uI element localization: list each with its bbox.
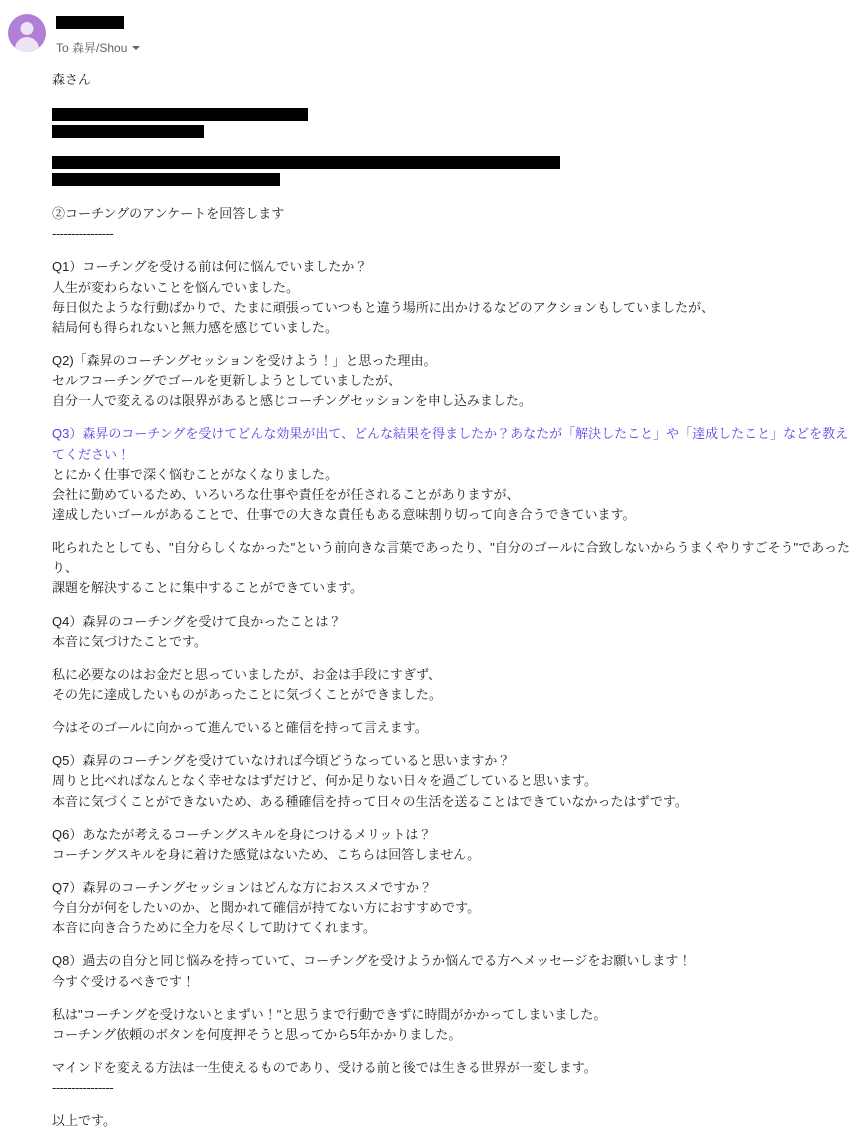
sender-name-redacted xyxy=(56,14,140,32)
text-line: Q5）森昇のコーチングを受けていなければ今頃どうなっていると思いますか？ xyxy=(52,753,511,769)
text-line: 課題を解決することに集中することができています。 xyxy=(52,580,363,596)
q2 xyxy=(52,351,859,411)
text-line: Q3）森昇のコーチングを受けてどんな効果が出て、どんな結果を得ましたか？あなたが「解決したこと」や「達成したこと」などを教えてください！ xyxy=(52,426,849,462)
q3-followup xyxy=(52,538,859,598)
text-line: コーチングスキルを身に着けた感覚はないため、こちらは回答しません。 xyxy=(52,846,481,862)
text-line: Q8）過去の自分と同じ悩みを持っていて、コーチングを受けようか悩んでる方へメッセージをお願いします！ xyxy=(52,953,692,969)
text-line: Q2)「森昇のコーチングセッションを受けよう！」と思った理由。 xyxy=(52,352,437,368)
text-line: 周りと比べればなんとなく幸せなはずだけど、何か足りない日々を過ごしていると思います。 xyxy=(52,773,597,789)
text-line: 叱られたとしても、"自分らしくなかった"という前向きな言葉であったり、"自分のゴールに合致しないからうまくやりすごそう"であったり、 xyxy=(52,540,850,576)
text-line: 私は"コーチングを受けないとまずい！"と思うまで行動できずに時間がかかってしまいました。 xyxy=(52,1006,607,1022)
text-line: とにかく仕事で深く悩むことがなくなりました。 xyxy=(52,466,339,482)
text-line: Q6）あなたが考えるコーチングスキルを身につけるメリットは？ xyxy=(52,826,432,842)
text-line: 以上です。 xyxy=(52,1113,116,1129)
q8 xyxy=(52,951,859,991)
q6 xyxy=(52,825,859,865)
avatar-head-shape xyxy=(21,22,34,35)
redacted-bar xyxy=(52,156,560,169)
chevron-down-icon[interactable] xyxy=(132,46,140,50)
q4-followup xyxy=(52,665,859,705)
text-line: Q1）コーチングを受ける前は何に悩んでいましたか？ xyxy=(52,259,368,275)
text-line: Q7）森昇のコーチングセッションはどんな方におススメですか？ xyxy=(52,879,433,895)
text-line: 毎日似たような行動ばかりで、たまに頑張っていつもと違う場所に出かけるなどのアクションもしていましたが、 xyxy=(52,299,715,315)
redacted-bar xyxy=(52,108,308,121)
closing-note xyxy=(52,1058,859,1098)
text-line: コーチング依頼のボタンを何度押そうと思ってから5年かかりました。 xyxy=(52,1026,462,1042)
message-header xyxy=(0,8,859,56)
text-line: 達成したいゴールがあることで、仕事での大きな責任もある意味割り切って向き合うできています。 xyxy=(52,506,636,522)
text-line: 本音に気づけたことです。 xyxy=(52,633,207,649)
text-line: マインドを変える方法は一生使えるものであり、受ける前と後では生きる世界が一変します。 xyxy=(52,1059,597,1075)
q5 xyxy=(52,751,859,811)
survey-intro xyxy=(52,204,859,244)
q7 xyxy=(52,878,859,938)
q4-conclusion xyxy=(52,718,859,738)
sign-off xyxy=(52,1111,859,1131)
divider-line: ---------------- xyxy=(52,1080,114,1096)
text-line: 今自分が何をしたいのか、と聞かれて確信が持てない方におすすめです。 xyxy=(52,900,481,916)
q8-followup xyxy=(52,1005,859,1045)
redacted-bar xyxy=(52,173,280,186)
q1 xyxy=(52,257,859,338)
divider-line: ---------------- xyxy=(52,226,114,242)
text-line: 今すぐ受けるべきです！ xyxy=(52,973,196,989)
text-line: 自分一人で変えるのは限界があると感じコーチングセッションを申し込みました。 xyxy=(52,393,532,409)
recipient-label: To 森昇/Shou xyxy=(56,41,128,55)
message-body xyxy=(0,56,859,1131)
text-line: セルフコーチングでゴールを更新しようとしていましたが、 xyxy=(52,373,402,389)
redacted-content xyxy=(52,108,859,186)
text-line: 結局何も得られないと無力感を感じていました。 xyxy=(52,319,339,335)
avatar-body-shape xyxy=(15,37,39,52)
text-line: 会社に勤めているため、いろいろな仕事や責任をが任されることがありますが、 xyxy=(52,486,520,502)
avatar[interactable] xyxy=(8,14,46,52)
text-line: ②コーチングのアンケートを回答します xyxy=(52,206,285,222)
survey-answers xyxy=(52,204,859,1131)
q3 xyxy=(52,424,859,525)
text-line: 人生が変わらないことを悩んでいました。 xyxy=(52,279,300,295)
text-line: 本音に向き合うために全力を尽くして助けてくれます。 xyxy=(52,920,376,936)
text-line: 本音に気づくことができないため、ある種確信を持って日々の生活を送ることはできていなかったはずです。 xyxy=(52,793,688,809)
redacted-bar xyxy=(52,125,204,138)
text-line: Q4）森昇のコーチングを受けて良かったことは？ xyxy=(52,613,342,629)
recipient-row[interactable] xyxy=(56,39,140,56)
sender-block xyxy=(56,12,140,56)
text-line: その先に達成したいものがあったことに気づくことができました。 xyxy=(52,686,442,702)
greeting-line: 森さん xyxy=(52,72,92,87)
text-line: 今はそのゴールに向かって進んでいると確信を持って言えます。 xyxy=(52,720,428,736)
q4 xyxy=(52,612,859,652)
text-line: 私に必要なのはお金だと思っていましたが、お金は手段にすぎず、 xyxy=(52,666,441,682)
